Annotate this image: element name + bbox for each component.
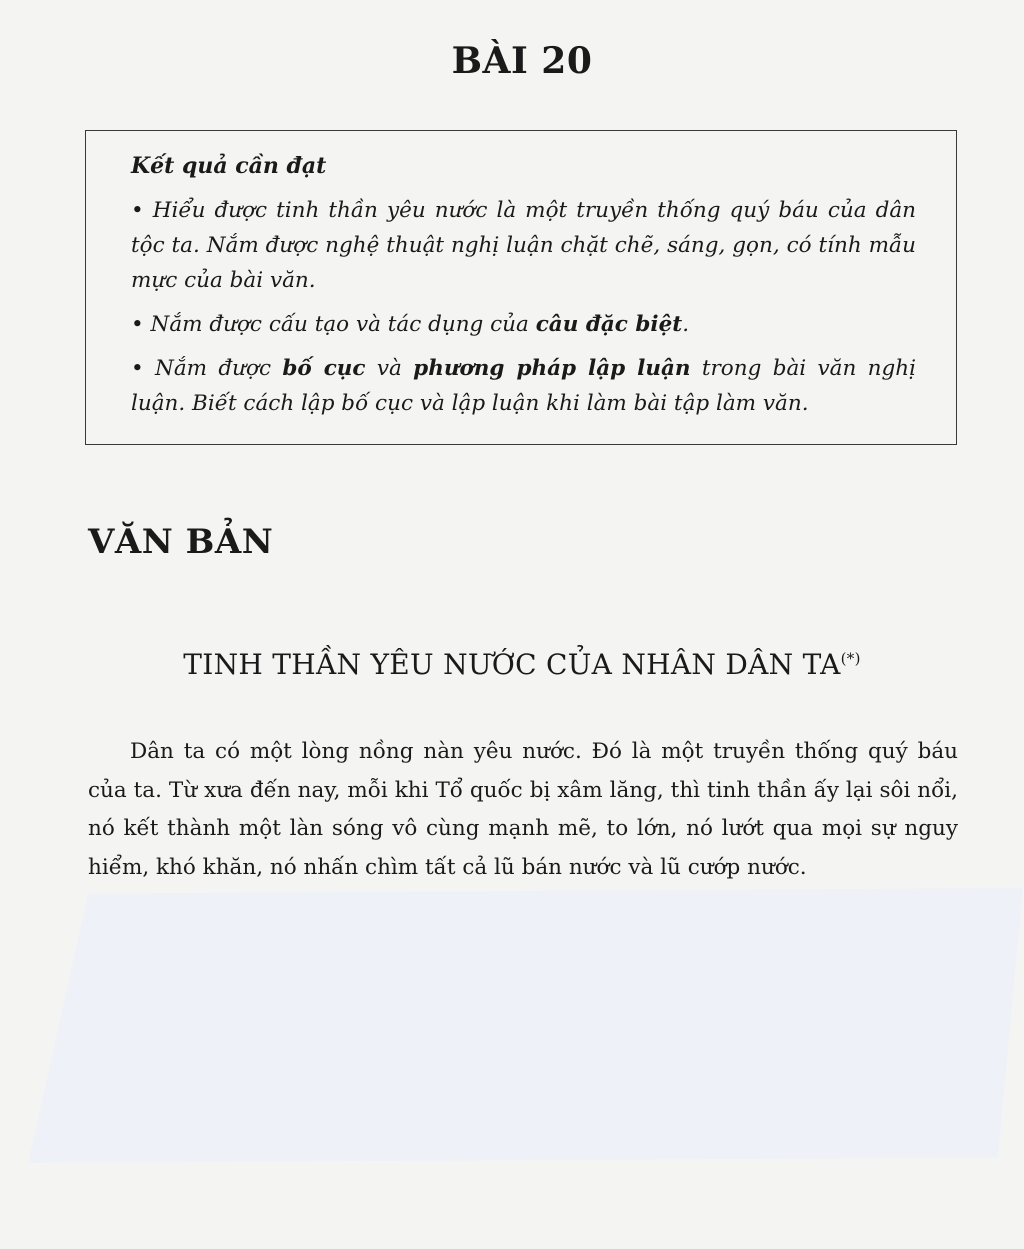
goal-item-2 [131,307,916,342]
goal-item-3-keyword-2: phương pháp lập luận [413,356,691,381]
bullet-icon: • [131,198,144,223]
goal-item-2-text-end: . [682,312,690,337]
goal-item-1-text: Hiểu được tinh thần yêu nước là một truyền thống quý báu của dân tộc ta. Nắm được nghệ thuật nghị luận chặt chẽ, sáng, gọn, có tính mẫu mực của bài văn. [131,198,916,293]
goal-item-3-text-middle: và [365,356,414,381]
text-title [0,648,1024,681]
learning-goals-heading: Kết quả cần đạt [131,153,327,179]
goal-item-3-text-start: Nắm được [155,356,283,381]
goal-item-1 [131,193,916,298]
learning-goals-box [85,130,957,445]
goal-item-3-keyword-1: bố cục [282,356,366,381]
section-heading: VĂN BẢN [88,522,274,562]
goal-item-3-text-end: trong bài văn nghị luận. Biết cách lập bố cục và lập luận khi làm bài tập làm văn. [131,356,916,416]
text-title-label: TINH THẦN YÊU NƯỚC CỦA NHÂN DÂN TA [183,648,841,681]
bullet-icon: • [131,356,144,381]
goal-item-2-keyword: câu đặc biệt [535,312,683,337]
goal-item-3 [131,351,916,421]
goal-item-2-text-start: Nắm được cấu tạo và tác dụng của [150,312,536,337]
body-paragraph: Dân ta có một lòng nồng nàn yêu nước. Đó là một truyền thống quý báu của ta. Từ xưa đến nay, mỗi khi Tổ quốc bị xâm lăng, thì tinh thần ấy lại sôi nổi, nó kết thành một làn sóng vô cùng mạnh mẽ, to lớn, nó lướt qua mọi sự nguy hiểm, khó khăn, nó nhấn chìm tất cả lũ bán nước và lũ cướp nước. [88,739,958,880]
bullet-icon: • [131,312,144,337]
lesson-title: BÀI 20 [451,40,593,82]
masked-region [28,888,1024,1163]
footnote-marker: (*) [840,649,861,668]
